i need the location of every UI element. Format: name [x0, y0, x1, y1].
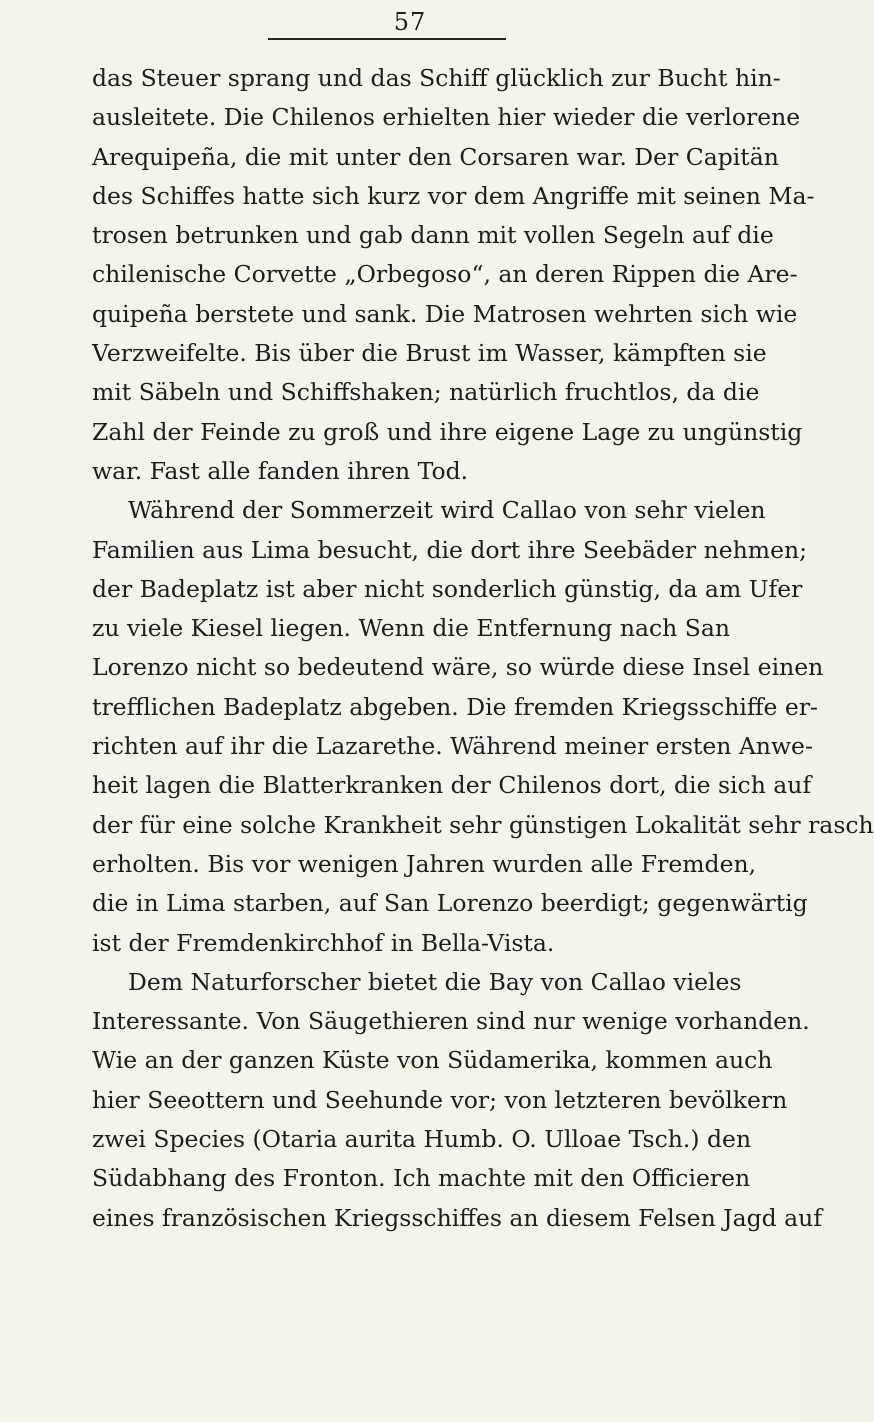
text-line: die in Lima starben, auf San Lorenzo beerdigt; gegenwärtig — [92, 889, 808, 918]
text-line: war. Fast alle fanden ihren Tod. — [92, 456, 469, 485]
text-line: Verzweifelte. Bis über die Brust im Wasser, kämpften sie — [92, 339, 767, 368]
text-line: quipeña berstete und sank. Die Matrosen wehrten sich wie — [92, 299, 798, 328]
text-line: Während der Sommerzeit wird Callao von sehr vielen — [128, 496, 766, 525]
page-body-text — [92, 59, 874, 1238]
text-line: der Badeplatz ist aber nicht sonderlich günstig, da am Ufer — [92, 574, 803, 603]
text-line: das Steuer sprang und das Schiff glücklich zur Bucht hin- — [92, 64, 781, 92]
text-line: Zahl der Feinde zu groß und ihre eigene Lage zu ungünstig — [92, 417, 803, 446]
text-line: mit Säbeln und Schiffshaken; natürlich fruchtlos, da die — [92, 378, 760, 407]
text-line: der für eine solche Krankheit sehr günstigen Lokalität sehr rasch — [92, 810, 874, 839]
text-line: zu viele Kiesel liegen. Wenn die Entfernung nach San — [92, 614, 730, 643]
text-line: richten auf ihr die Lazarethe. Während meiner ersten Anwe- — [92, 732, 813, 761]
text-line: heit lagen die Blatterkranken der Chilenos dort, die sich auf — [92, 771, 812, 800]
text-line: Arequipeña, die mit unter den Corsaren war. Der Capitän — [92, 142, 779, 171]
header-rule — [268, 38, 506, 40]
text-line: zwei Species (Otaria aurita Humb. O. Ulloae Tsch.) den — [92, 1125, 752, 1154]
text-line: hier Seeottern und Seehunde vor; von letzteren bevölkern — [92, 1085, 788, 1114]
text-line: Südabhang des Fronton. Ich machte mit den Officieren — [92, 1164, 751, 1193]
text-line: erholten. Bis vor wenigen Jahren wurden alle Fremden, — [92, 849, 757, 878]
text-line: Interessante. Von Säugethieren sind nur wenige vorhanden. — [92, 1007, 810, 1036]
text-line: trefflichen Badeplatz abgeben. Die fremden Kriegsschiffe er- — [92, 692, 818, 721]
text-line: Dem Naturforscher bietet die Bay von Callao vieles — [128, 967, 742, 996]
page-number: 57 — [393, 8, 427, 36]
text-line: Wie an der ganzen Küste von Südamerika, kommen auch — [92, 1046, 773, 1075]
text-line: trosen betrunken und gab dann mit vollen Segeln auf die — [92, 221, 774, 250]
text-line: eines französischen Kriegsschiffes an diesem Felsen Jagd auf — [92, 1203, 823, 1232]
text-line: Familien aus Lima besucht, die dort ihre Seebäder nehmen; — [92, 535, 808, 564]
text-line: Lorenzo nicht so bedeutend wäre, so würde diese Insel einen — [92, 653, 824, 682]
text-line: chilenische Corvette „Orbegoso“, an deren Rippen die Are- — [92, 260, 798, 289]
text-line: ist der Fremdenkirchhof in Bella-Vista. — [92, 928, 555, 957]
text-line: des Schiffes hatte sich kurz vor dem Angriffe mit seinen Ma- — [92, 181, 815, 210]
text-line: ausleitete. Die Chilenos erhielten hier wieder die verlorene — [92, 103, 801, 132]
